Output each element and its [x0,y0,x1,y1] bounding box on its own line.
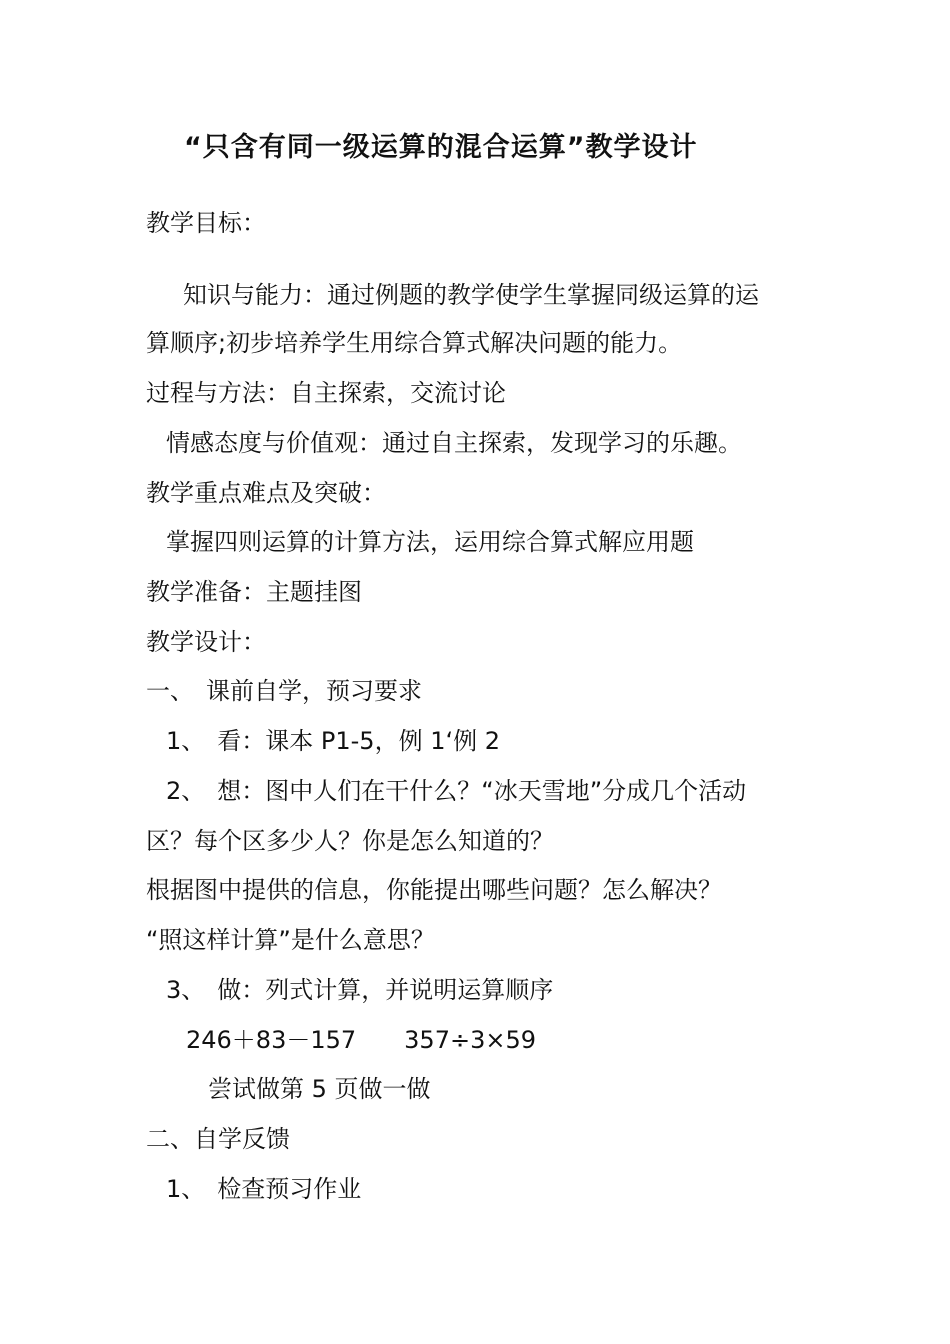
heading-design: 教学设计： [146,628,266,656]
section-heading: 一、 课前自学，预习要求 [146,677,422,705]
heading-key-points: 教学重点难点及突破： [146,479,386,507]
document-title: “只含有同一级运算的混合运算”教学设计 [184,132,698,163]
list-item: 2、 想：图中人们在干什么？“冰天雪地”分成几个活动 [166,777,747,805]
list-item: 1、 检查预习作业 [166,1175,362,1203]
math-expressions: 246＋83－157 357÷3×59 [186,1026,536,1054]
list-item: 1、 看：课本 P1-5，例 1‘例 2 [166,727,500,755]
heading-teaching-goals: 教学目标： [146,209,266,237]
heading-preparation: 教学准备：主题挂图 [146,578,362,606]
paragraph-line: 掌握四则运算的计算方法，运用综合算式解应用题 [166,528,694,556]
list-item: 3、 做：列式计算，并说明运算顺序 [166,976,554,1004]
paragraph-line: 知识与能力：通过例题的教学使学生掌握同级运算的运 [183,281,759,309]
paragraph-line: 尝试做第 5 页做一做 [208,1075,431,1103]
paragraph-line: “照这样计算”是什么意思？ [146,926,435,954]
section-heading: 二、自学反馈 [146,1125,290,1153]
paragraph-line: 根据图中提供的信息，你能提出哪些问题？怎么解决？ [146,876,722,904]
paragraph-line: 区？每个区多少人？你是怎么知道的？ [146,827,554,855]
paragraph-line: 情感态度与价值观：通过自主探索，发现学习的乐趣。 [166,429,742,457]
paragraph-line: 算顺序;初步培养学生用综合算式解决问题的能力。 [146,329,683,357]
paragraph-line: 过程与方法：自主探索，交流讨论 [146,379,506,407]
